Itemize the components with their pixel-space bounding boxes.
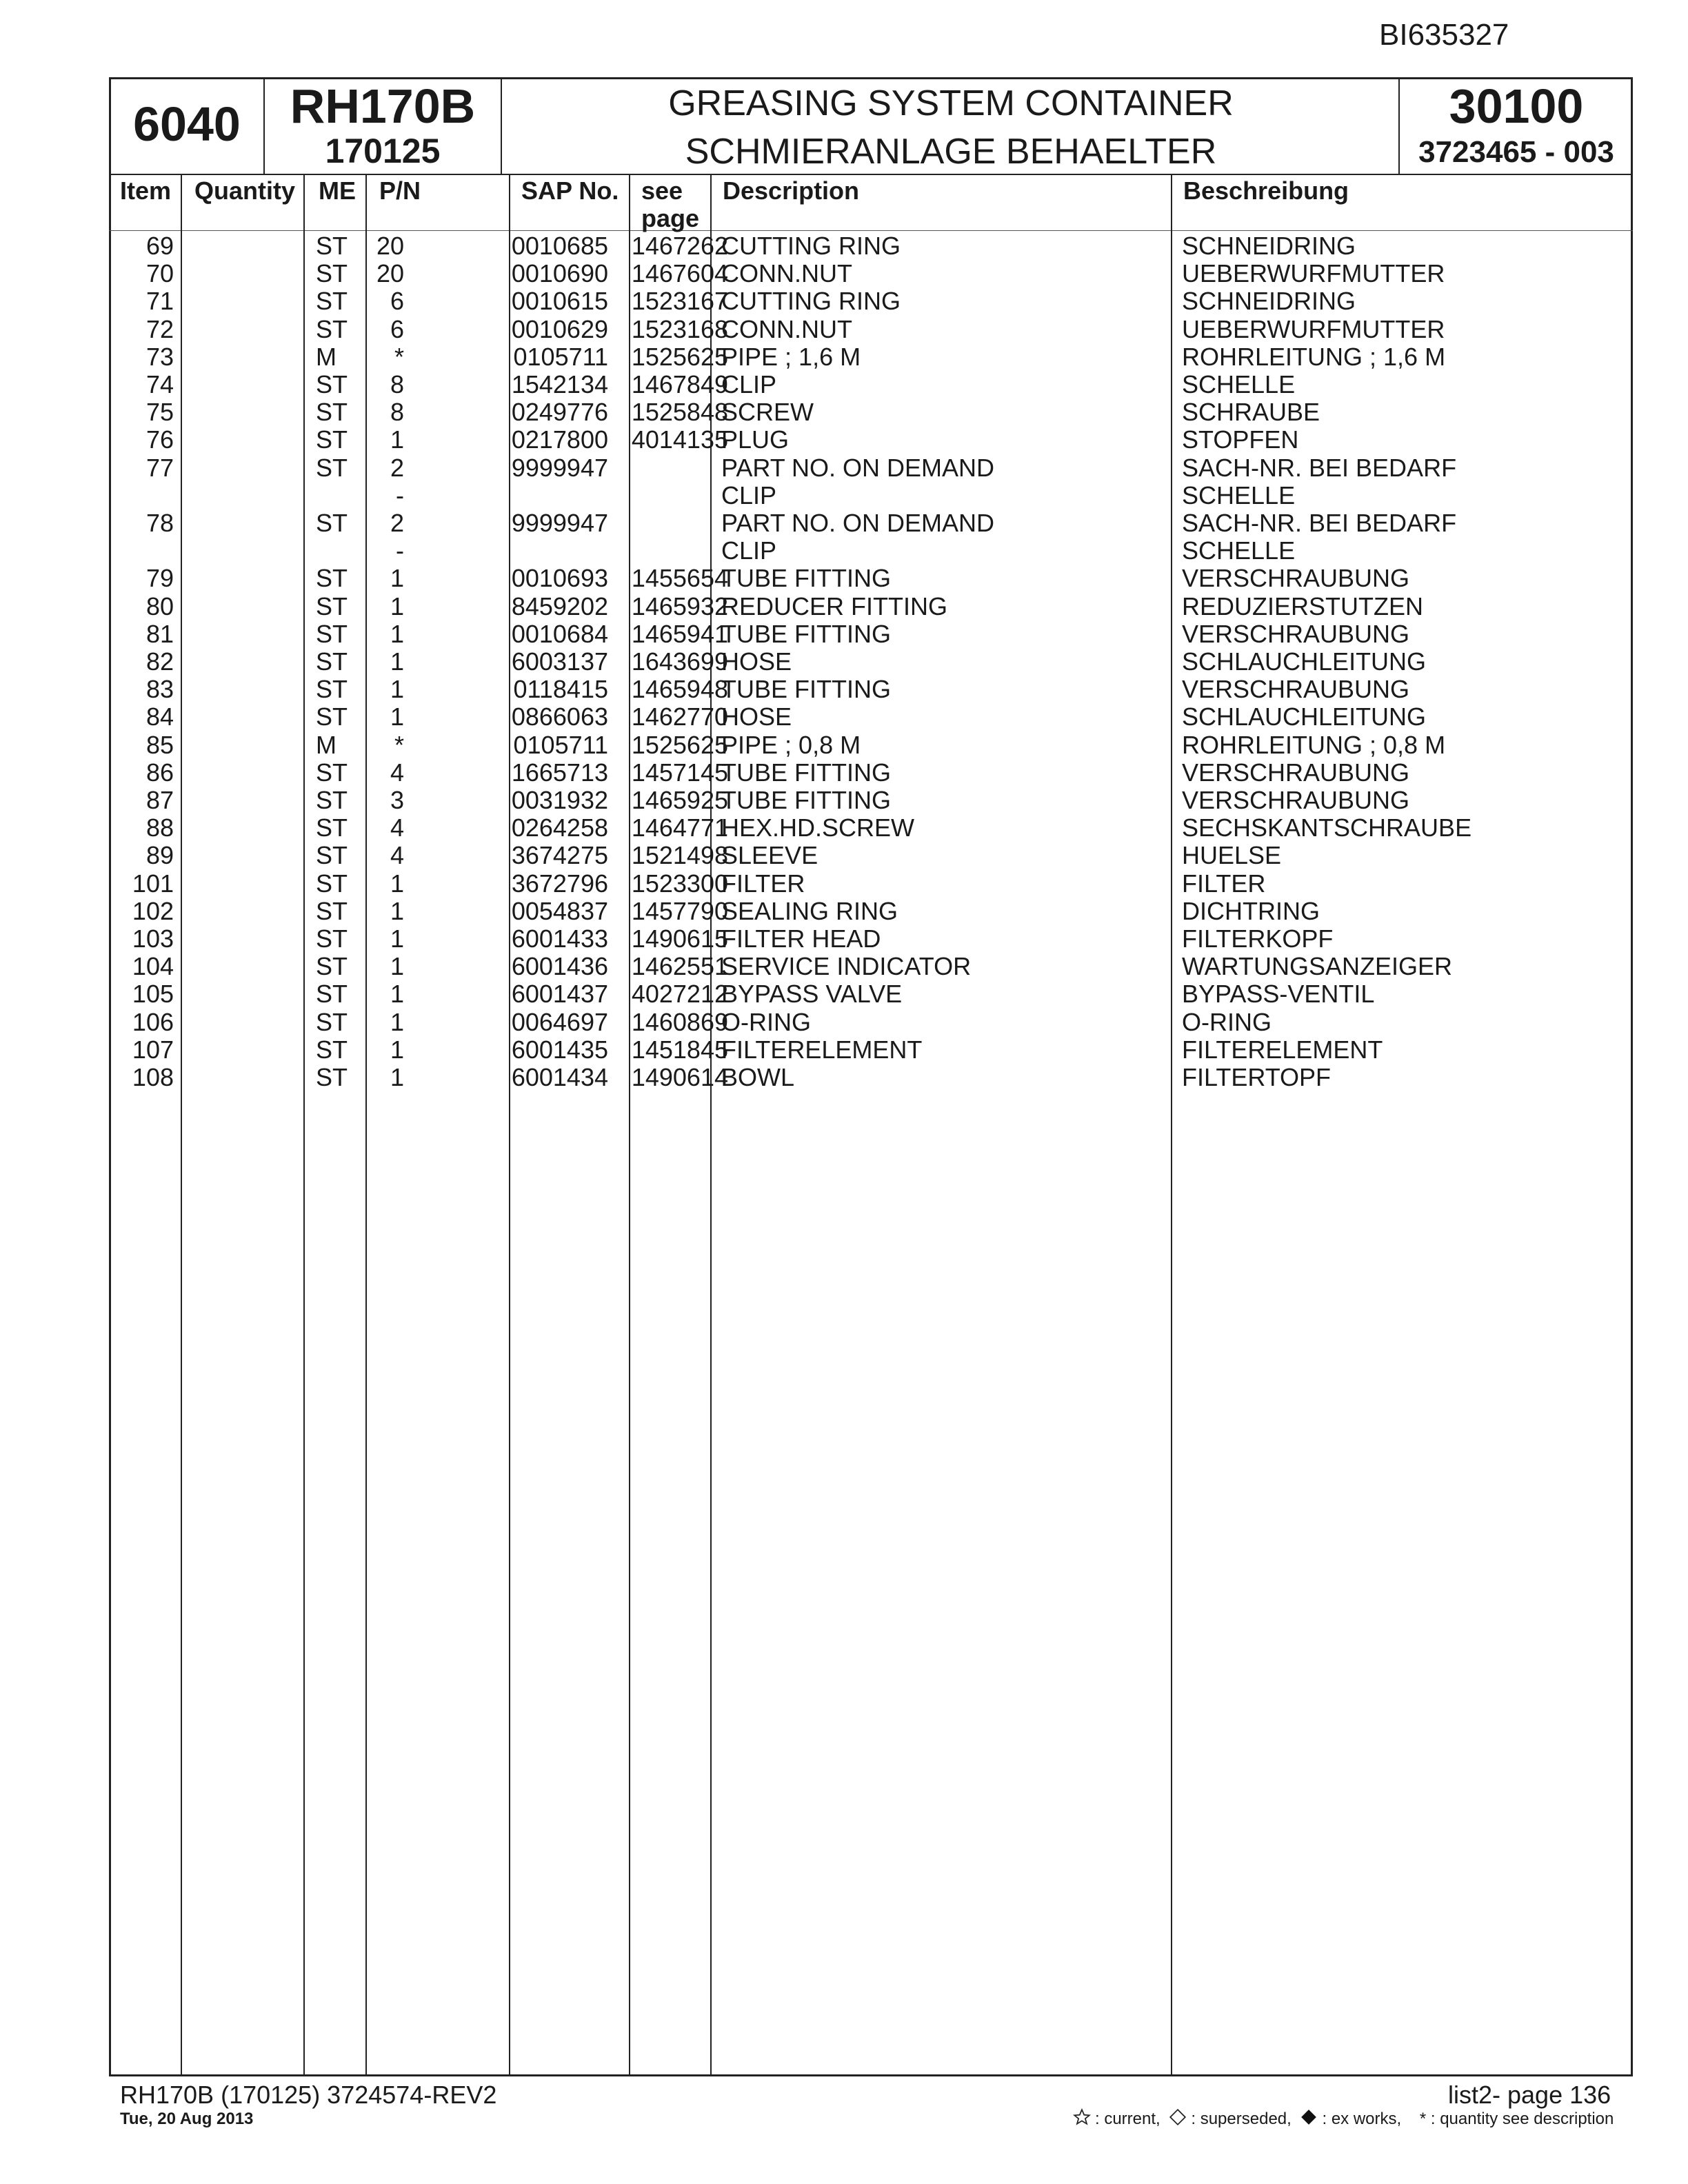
cell-item-number: 81 bbox=[145, 619, 174, 648]
cell-part-number: 9999947 bbox=[511, 509, 608, 537]
cell-description: TUBE FITTING bbox=[721, 786, 891, 814]
table-row bbox=[109, 398, 1633, 425]
cell-description: PLUG bbox=[721, 425, 790, 454]
cell-part-number: 0866063 bbox=[511, 702, 608, 731]
cell-item-number: 101 bbox=[132, 869, 174, 898]
cell-beschreibung: UEBERWURFMUTTER bbox=[1182, 259, 1445, 288]
cell-item-number: 80 bbox=[145, 592, 174, 620]
diamond-filled-icon bbox=[1300, 2108, 1318, 2131]
cell-quantity: - bbox=[396, 481, 404, 509]
cell-unit: ST bbox=[316, 259, 348, 288]
cell-part-number: 0010684 bbox=[511, 619, 608, 648]
cell-beschreibung: FILTERKOPF bbox=[1182, 924, 1334, 953]
cell-part-number: 3674275 bbox=[511, 841, 608, 870]
cell-quantity: 4 bbox=[390, 841, 404, 870]
cell-description: CLIP bbox=[721, 370, 777, 398]
table-row bbox=[109, 259, 1633, 287]
cell-description: HOSE bbox=[721, 702, 792, 731]
cell-item-number: 104 bbox=[132, 952, 174, 981]
cell-description: CONN.NUT bbox=[721, 259, 852, 288]
cell-item-number: 105 bbox=[132, 980, 174, 1009]
diamond-outline-icon bbox=[1169, 2108, 1187, 2131]
cell-item-number: 78 bbox=[145, 509, 174, 537]
cell-beschreibung: ROHRLEITUNG ; 1,6 M bbox=[1182, 342, 1446, 371]
cell-description: TUBE FITTING bbox=[721, 675, 891, 704]
cell-beschreibung: O-RING bbox=[1182, 1007, 1272, 1036]
cell-beschreibung: HUELSE bbox=[1182, 841, 1282, 870]
table-row bbox=[109, 647, 1633, 675]
cell-description: TUBE FITTING bbox=[721, 758, 891, 787]
cell-item-number: 76 bbox=[145, 425, 174, 454]
cell-beschreibung: STOPFEN bbox=[1182, 425, 1299, 454]
cell-unit: ST bbox=[316, 453, 348, 482]
cell-description: REDUCER FITTING bbox=[721, 592, 947, 620]
cell-quantity: 1 bbox=[390, 619, 404, 648]
cell-unit: ST bbox=[316, 592, 348, 620]
cell-description: TUBE FITTING bbox=[721, 619, 891, 648]
cell-sap-number: 4014135 bbox=[631, 425, 728, 454]
cell-sap-number: 1465941 bbox=[631, 619, 728, 648]
table-row bbox=[109, 454, 1633, 481]
cell-quantity: 20 bbox=[376, 259, 404, 288]
cell-part-number: 0010685 bbox=[511, 232, 608, 260]
cell-part-number: 0031932 bbox=[511, 786, 608, 814]
legend-quantity: * : quantity see description bbox=[1419, 2109, 1614, 2128]
cell-item-number: 69 bbox=[145, 232, 174, 260]
cell-quantity: 1 bbox=[390, 980, 404, 1009]
cell-part-number: 8459202 bbox=[511, 592, 608, 620]
cell-description: BYPASS VALVE bbox=[721, 980, 903, 1009]
cell-unit: ST bbox=[316, 425, 348, 454]
cell-unit: ST bbox=[316, 619, 348, 648]
cell-sap-number: 1523168 bbox=[631, 314, 728, 343]
cell-beschreibung: SECHSKANTSCHRAUBE bbox=[1182, 813, 1472, 842]
title-german: SCHMIERANLAGE BEHAELTER bbox=[685, 132, 1217, 172]
cell-beschreibung: VERSCHRAUBUNG bbox=[1182, 786, 1410, 814]
cell-quantity: 1 bbox=[390, 647, 404, 676]
section-page-number: 30100 bbox=[1449, 79, 1584, 133]
cell-quantity: 1 bbox=[390, 1035, 404, 1064]
cell-sap-number: 1521498 bbox=[631, 841, 728, 870]
cell-unit: ST bbox=[316, 786, 348, 814]
cell-sap-number: 1523167 bbox=[631, 287, 728, 316]
cell-quantity: 1 bbox=[390, 592, 404, 620]
cell-description: PART NO. ON DEMAND bbox=[721, 453, 995, 482]
cell-description: FILTERELEMENT bbox=[721, 1035, 923, 1064]
cell-sap-number: 1525848 bbox=[631, 398, 728, 427]
table-row bbox=[109, 702, 1633, 730]
table-row bbox=[109, 731, 1633, 758]
cell-unit: ST bbox=[316, 564, 348, 593]
cell-sap-number: 1643699 bbox=[631, 647, 728, 676]
cell-quantity: 8 bbox=[390, 398, 404, 427]
legend bbox=[1069, 2108, 1614, 2131]
cell-item-number: 85 bbox=[145, 730, 174, 759]
cell-description: PIPE ; 0,8 M bbox=[721, 730, 861, 759]
cell-part-number: 9999947 bbox=[511, 453, 608, 482]
cell-beschreibung: SCHNEIDRING bbox=[1182, 232, 1356, 260]
cell-sap-number: 1465948 bbox=[631, 675, 728, 704]
cell-part-number: 0118415 bbox=[513, 675, 608, 704]
cell-quantity: - bbox=[396, 536, 404, 565]
cell-item-number: 89 bbox=[145, 841, 174, 870]
cell-sap-number: 1455654 bbox=[631, 564, 728, 593]
cell-unit: ST bbox=[316, 398, 348, 427]
cell-quantity: 4 bbox=[390, 813, 404, 842]
cell-item-number: 103 bbox=[132, 924, 174, 953]
cell-item-number: 108 bbox=[132, 1063, 174, 1091]
cell-part-number: 6001435 bbox=[511, 1035, 608, 1064]
header-divider-2 bbox=[501, 77, 502, 174]
cell-item-number: 73 bbox=[145, 342, 174, 371]
cell-item-number: 79 bbox=[145, 564, 174, 593]
cell-unit: ST bbox=[316, 1063, 348, 1091]
cell-quantity: 2 bbox=[390, 509, 404, 537]
table-row bbox=[109, 592, 1633, 620]
cell-item-number: 70 bbox=[145, 259, 174, 288]
cell-part-number: 0010693 bbox=[511, 564, 608, 593]
cell-description: SERVICE INDICATOR bbox=[721, 952, 972, 981]
header-bottom-line bbox=[109, 174, 1633, 175]
cell-description: BOWL bbox=[721, 1063, 795, 1091]
table-row bbox=[109, 536, 1633, 564]
cell-sap-number: 1523300 bbox=[631, 869, 728, 898]
cell-quantity: 1 bbox=[390, 702, 404, 731]
table-row bbox=[109, 564, 1633, 592]
cell-part-number: 0105711 bbox=[513, 730, 608, 759]
cell-part-number: 1665713 bbox=[511, 758, 608, 787]
cell-unit: ST bbox=[316, 980, 348, 1009]
cell-beschreibung: WARTUNGSANZEIGER bbox=[1182, 952, 1453, 981]
cell-beschreibung: VERSCHRAUBUNG bbox=[1182, 564, 1410, 593]
cell-quantity: 1 bbox=[390, 952, 404, 981]
cell-quantity: 2 bbox=[390, 453, 404, 482]
cell-description: PART NO. ON DEMAND bbox=[721, 509, 995, 537]
cell-description: SEALING RING bbox=[721, 896, 898, 925]
cell-beschreibung: FILTER bbox=[1182, 869, 1266, 898]
cell-part-number: 6001433 bbox=[511, 924, 608, 953]
cell-beschreibung: SCHLAUCHLEITUNG bbox=[1182, 702, 1427, 731]
cell-part-number: 6001436 bbox=[511, 952, 608, 981]
cell-part-number: 1542134 bbox=[511, 370, 608, 398]
cell-quantity: 1 bbox=[390, 896, 404, 925]
cell-item-number: 72 bbox=[145, 314, 174, 343]
col-header-quantity: Quantity bbox=[194, 176, 296, 205]
cell-sap-number: 1460869 bbox=[631, 1007, 728, 1036]
cell-unit: ST bbox=[316, 509, 348, 537]
cell-beschreibung: SCHELLE bbox=[1182, 370, 1296, 398]
cell-unit: ST bbox=[316, 896, 348, 925]
col-header-sap: SAP No. bbox=[521, 176, 619, 205]
cell-part-number: 6001434 bbox=[511, 1063, 608, 1091]
table-row bbox=[109, 841, 1633, 869]
cell-item-number: 88 bbox=[145, 813, 174, 842]
cell-quantity: 1 bbox=[390, 1007, 404, 1036]
serial-number: 170125 bbox=[325, 132, 441, 170]
model-name: RH170B bbox=[290, 79, 476, 133]
cell-quantity: 6 bbox=[390, 314, 404, 343]
cell-beschreibung: SCHLAUCHLEITUNG bbox=[1182, 647, 1427, 676]
cell-description: PIPE ; 1,6 M bbox=[721, 342, 861, 371]
table-row bbox=[109, 425, 1633, 453]
cell-description: SCREW bbox=[721, 398, 814, 427]
cell-unit: ST bbox=[316, 952, 348, 981]
cell-item-number: 102 bbox=[132, 896, 174, 925]
cell-sap-number: 4027212 bbox=[631, 980, 728, 1009]
col-header-item: Item bbox=[120, 176, 172, 205]
table-row bbox=[109, 1063, 1633, 1091]
table-row bbox=[109, 620, 1633, 647]
cell-description: TUBE FITTING bbox=[721, 564, 891, 593]
table-row bbox=[109, 952, 1633, 980]
cell-item-number: 71 bbox=[145, 287, 174, 316]
cell-beschreibung: VERSCHRAUBUNG bbox=[1182, 675, 1410, 704]
cell-item-number: 84 bbox=[145, 702, 174, 731]
cell-quantity: 6 bbox=[390, 287, 404, 316]
footer-doc-ref: RH170B (170125) 3724574-REV2 bbox=[120, 2081, 497, 2109]
cell-beschreibung: FILTERELEMENT bbox=[1182, 1035, 1383, 1064]
table-row bbox=[109, 343, 1633, 370]
cell-beschreibung: FILTERTOPF bbox=[1182, 1063, 1332, 1091]
cell-beschreibung: ROHRLEITUNG ; 0,8 M bbox=[1182, 730, 1446, 759]
cell-description: CLIP bbox=[721, 536, 777, 565]
cell-unit: ST bbox=[316, 813, 348, 842]
cell-sap-number: 1490615 bbox=[631, 924, 728, 953]
cell-item-number: 82 bbox=[145, 647, 174, 676]
cell-sap-number: 1467604 bbox=[631, 259, 728, 288]
cell-description: HOSE bbox=[721, 647, 792, 676]
col-header-description: Description bbox=[723, 176, 860, 205]
cell-item-number: 83 bbox=[145, 675, 174, 704]
cell-item-number: 87 bbox=[145, 786, 174, 814]
table-row bbox=[109, 370, 1633, 398]
table-row bbox=[109, 786, 1633, 813]
table-row bbox=[109, 813, 1633, 841]
cell-sap-number: 1462770 bbox=[631, 702, 728, 731]
cell-description: FILTER HEAD bbox=[721, 924, 881, 953]
document-revision: 3723465 - 003 bbox=[1418, 135, 1614, 169]
cell-sap-number: 1457790 bbox=[631, 896, 728, 925]
cell-part-number: 0054837 bbox=[511, 896, 608, 925]
cell-part-number: 0217800 bbox=[511, 425, 608, 454]
cell-sap-number: 1525625 bbox=[631, 730, 728, 759]
cell-description: SLEEVE bbox=[721, 841, 818, 870]
cell-quantity: 1 bbox=[390, 564, 404, 593]
cell-beschreibung: DICHTRING bbox=[1182, 896, 1320, 925]
col-header-page: page bbox=[641, 204, 700, 232]
cell-unit: M bbox=[316, 342, 336, 371]
col-header-see: see bbox=[641, 176, 683, 205]
cell-item-number: 106 bbox=[132, 1007, 174, 1036]
cell-description: CUTTING RING bbox=[721, 287, 901, 316]
cell-beschreibung: REDUZIERSTUTZEN bbox=[1182, 592, 1423, 620]
cell-quantity: 8 bbox=[390, 370, 404, 398]
table-row bbox=[109, 1008, 1633, 1035]
cell-part-number: 6003137 bbox=[511, 647, 608, 676]
cell-beschreibung: SCHNEIDRING bbox=[1182, 287, 1356, 316]
table-row bbox=[109, 287, 1633, 314]
cell-unit: ST bbox=[316, 232, 348, 260]
cell-part-number: 3672796 bbox=[511, 869, 608, 898]
table-row bbox=[109, 315, 1633, 343]
table-row bbox=[109, 897, 1633, 924]
cell-item-number: 107 bbox=[132, 1035, 174, 1064]
cell-unit: ST bbox=[316, 370, 348, 398]
table-row bbox=[109, 232, 1633, 259]
cell-sap-number: 1457145 bbox=[631, 758, 728, 787]
cell-unit: M bbox=[316, 730, 336, 759]
cell-quantity: * bbox=[394, 730, 404, 759]
cell-part-number: 0264258 bbox=[511, 813, 608, 842]
cell-item-number: 77 bbox=[145, 453, 174, 482]
cell-unit: ST bbox=[316, 702, 348, 731]
table-row bbox=[109, 509, 1633, 536]
footer-page-label: list2- page 136 bbox=[1448, 2081, 1611, 2109]
cell-item-number: 86 bbox=[145, 758, 174, 787]
cell-part-number: 6001437 bbox=[511, 980, 608, 1009]
cell-quantity: 3 bbox=[390, 786, 404, 814]
cell-beschreibung: UEBERWURFMUTTER bbox=[1182, 314, 1445, 343]
cell-beschreibung: SACH-NR. BEI BEDARF bbox=[1182, 509, 1457, 537]
table-row bbox=[109, 869, 1633, 897]
cell-unit: ST bbox=[316, 647, 348, 676]
document-id: BI635327 bbox=[1379, 18, 1509, 52]
cell-quantity: 1 bbox=[390, 1063, 404, 1091]
cell-sap-number: 1462551 bbox=[631, 952, 728, 981]
legend-superseded: : superseded, bbox=[1191, 2109, 1292, 2128]
table-row bbox=[109, 1035, 1633, 1063]
cell-item-number: 75 bbox=[145, 398, 174, 427]
cell-quantity: 1 bbox=[390, 869, 404, 898]
cell-unit: ST bbox=[316, 314, 348, 343]
cell-unit: ST bbox=[316, 675, 348, 704]
legend-current: : current, bbox=[1095, 2109, 1160, 2128]
group-code: 6040 bbox=[133, 97, 241, 151]
cell-sap-number: 1465932 bbox=[631, 592, 728, 620]
cell-quantity: 20 bbox=[376, 232, 404, 260]
cell-part-number: 0249776 bbox=[511, 398, 608, 427]
cell-beschreibung: VERSCHRAUBUNG bbox=[1182, 758, 1410, 787]
cell-beschreibung: BYPASS-VENTIL bbox=[1182, 980, 1375, 1009]
cell-unit: ST bbox=[316, 841, 348, 870]
cell-quantity: 1 bbox=[390, 675, 404, 704]
legend-exworks: : ex works, bbox=[1322, 2109, 1402, 2128]
column-header-line bbox=[109, 230, 1633, 231]
cell-beschreibung: VERSCHRAUBUNG bbox=[1182, 619, 1410, 648]
cell-part-number: 0010615 bbox=[511, 287, 608, 316]
cell-beschreibung: SACH-NR. BEI BEDARF bbox=[1182, 453, 1457, 482]
cell-beschreibung: SCHELLE bbox=[1182, 481, 1296, 509]
star-icon bbox=[1073, 2108, 1091, 2131]
col-header-pn: P/N bbox=[379, 176, 421, 205]
cell-quantity: 4 bbox=[390, 758, 404, 787]
cell-quantity: 1 bbox=[390, 425, 404, 454]
cell-description: HEX.HD.SCREW bbox=[721, 813, 915, 842]
table-row bbox=[109, 481, 1633, 509]
cell-part-number: 0010690 bbox=[511, 259, 608, 288]
cell-item-number: 74 bbox=[145, 370, 174, 398]
table-row bbox=[109, 980, 1633, 1007]
cell-sap-number: 1467262 bbox=[631, 232, 728, 260]
table-row bbox=[109, 758, 1633, 786]
cell-quantity: * bbox=[394, 342, 404, 371]
cell-part-number: 0010629 bbox=[511, 314, 608, 343]
cell-beschreibung: SCHELLE bbox=[1182, 536, 1296, 565]
col-header-beschreibung: Beschreibung bbox=[1183, 176, 1349, 205]
cell-sap-number: 1451845 bbox=[631, 1035, 728, 1064]
cell-beschreibung: SCHRAUBE bbox=[1182, 398, 1320, 427]
cell-sap-number: 1464771 bbox=[631, 813, 728, 842]
cell-unit: ST bbox=[316, 1035, 348, 1064]
cell-description: O-RING bbox=[721, 1007, 811, 1036]
cell-sap-number: 1525625 bbox=[631, 342, 728, 371]
cell-part-number: 0064697 bbox=[511, 1007, 608, 1036]
cell-unit: ST bbox=[316, 758, 348, 787]
cell-unit: ST bbox=[316, 1007, 348, 1036]
col-header-me: ME bbox=[319, 176, 356, 205]
title-english: GREASING SYSTEM CONTAINER bbox=[668, 83, 1234, 123]
cell-unit: ST bbox=[316, 869, 348, 898]
cell-description: CLIP bbox=[721, 481, 777, 509]
footer-date: Tue, 20 Aug 2013 bbox=[120, 2110, 254, 2128]
cell-description: FILTER bbox=[721, 869, 805, 898]
cell-sap-number: 1490614 bbox=[631, 1063, 728, 1091]
cell-sap-number: 1465925 bbox=[631, 786, 728, 814]
cell-unit: ST bbox=[316, 287, 348, 316]
cell-description: CUTTING RING bbox=[721, 232, 901, 260]
cell-description: CONN.NUT bbox=[721, 314, 852, 343]
cell-quantity: 1 bbox=[390, 924, 404, 953]
table-row bbox=[109, 924, 1633, 952]
cell-sap-number: 1467849 bbox=[631, 370, 728, 398]
table-row bbox=[109, 675, 1633, 702]
cell-unit: ST bbox=[316, 924, 348, 953]
cell-part-number: 0105711 bbox=[513, 342, 608, 371]
